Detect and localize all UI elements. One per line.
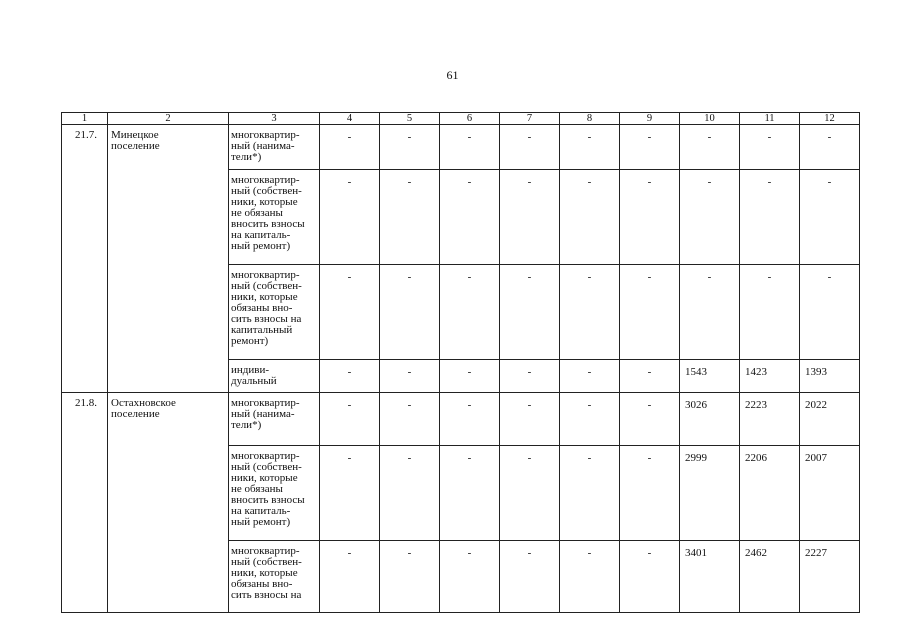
value-cell: - xyxy=(800,265,860,360)
header-cell: 10 xyxy=(680,113,740,125)
settlement-name xyxy=(108,393,229,613)
value-cell: - xyxy=(620,393,680,446)
housing-type xyxy=(229,393,320,446)
text-line: поселение xyxy=(111,408,160,420)
text-line: тели*) xyxy=(231,151,262,163)
text-line: тели*) xyxy=(231,419,262,431)
value-cell: - xyxy=(560,446,620,541)
text-line: индиви- xyxy=(231,364,270,376)
value-cell: - xyxy=(560,393,620,446)
housing-type xyxy=(229,265,320,360)
value-cell: - xyxy=(440,265,500,360)
text-line: многоквартир- xyxy=(231,397,300,409)
value-cell: - xyxy=(500,170,560,265)
value-cell: - xyxy=(380,170,440,265)
text-line: обязаны вно- xyxy=(231,302,293,314)
value-cell: 1423 xyxy=(740,360,800,393)
header-cell: 7 xyxy=(500,113,560,125)
text-line: ный (нанима- xyxy=(231,140,295,152)
value-cell: - xyxy=(380,393,440,446)
value-cell: 1393 xyxy=(800,360,860,393)
text-line: ный (собствен- xyxy=(231,461,302,473)
text-line: дуальный xyxy=(231,375,277,387)
page-number: 61 xyxy=(446,68,459,82)
section-number: 21.7. xyxy=(62,125,108,393)
value-cell: - xyxy=(500,446,560,541)
header-row xyxy=(62,113,860,125)
housing-type xyxy=(229,170,320,265)
value-cell: - xyxy=(620,446,680,541)
value-cell: 2223 xyxy=(740,393,800,446)
header-cell: 6 xyxy=(440,113,500,125)
value-cell: - xyxy=(500,360,560,393)
text-line: ный (собствен- xyxy=(231,556,302,568)
value-cell: - xyxy=(620,360,680,393)
value-cell: - xyxy=(320,446,380,541)
text-line: ники, которые xyxy=(231,196,298,208)
value-cell: - xyxy=(320,265,380,360)
section-number: 21.8. xyxy=(62,393,108,613)
value-cell: - xyxy=(560,360,620,393)
text-line: Минецкое xyxy=(111,129,159,141)
text-line: обязаны вно- xyxy=(231,578,293,590)
text-line: многоквартир- xyxy=(231,450,300,462)
value-cell: - xyxy=(500,125,560,170)
value-cell: 1543 xyxy=(680,360,740,393)
value-cell: - xyxy=(320,125,380,170)
value-cell: - xyxy=(620,265,680,360)
value-cell: - xyxy=(620,170,680,265)
text-line: ный ремонт) xyxy=(231,240,291,252)
value-cell: - xyxy=(680,265,740,360)
value-cell: - xyxy=(620,541,680,613)
value-cell: - xyxy=(320,393,380,446)
housing-type xyxy=(229,541,320,613)
header-cell: 5 xyxy=(380,113,440,125)
settlement-name xyxy=(108,125,229,393)
table-row xyxy=(62,125,860,170)
text-line: ный (нанима- xyxy=(231,408,295,420)
text-line: многоквартир- xyxy=(231,545,300,557)
value-cell: 2462 xyxy=(740,541,800,613)
value-cell: - xyxy=(440,446,500,541)
text-line: многоквартир- xyxy=(231,174,300,186)
value-cell: 2022 xyxy=(800,393,860,446)
text-line: на капиталь- xyxy=(231,229,291,241)
value-cell: - xyxy=(800,125,860,170)
value-cell: - xyxy=(380,446,440,541)
value-cell: 3026 xyxy=(680,393,740,446)
value-cell: - xyxy=(680,125,740,170)
header-cell: 4 xyxy=(320,113,380,125)
value-cell: - xyxy=(500,541,560,613)
housing-type xyxy=(229,360,320,393)
value-cell: - xyxy=(800,170,860,265)
value-cell: - xyxy=(440,393,500,446)
value-cell: 2227 xyxy=(800,541,860,613)
value-cell: - xyxy=(560,265,620,360)
value-cell: - xyxy=(620,125,680,170)
value-cell: - xyxy=(320,360,380,393)
text-line: не обязаны xyxy=(231,207,283,219)
value-cell: - xyxy=(440,125,500,170)
text-line: сить взносы на xyxy=(231,589,302,601)
text-line: ный (собствен- xyxy=(231,185,302,197)
value-cell: - xyxy=(320,170,380,265)
value-cell: - xyxy=(500,393,560,446)
text-line: ники, которые xyxy=(231,472,298,484)
value-cell: - xyxy=(740,125,800,170)
tariff-table xyxy=(61,112,860,613)
header-cell: 9 xyxy=(620,113,680,125)
value-cell: - xyxy=(380,265,440,360)
value-cell: - xyxy=(380,360,440,393)
value-cell: - xyxy=(380,125,440,170)
text-line: многоквартир- xyxy=(231,269,300,281)
value-cell: - xyxy=(740,265,800,360)
text-line: не обязаны xyxy=(231,483,283,495)
text-line: капитальный xyxy=(231,324,293,336)
value-cell: - xyxy=(560,170,620,265)
header-cell: 3 xyxy=(229,113,320,125)
text-line: на капиталь- xyxy=(231,505,291,517)
value-cell: - xyxy=(500,265,560,360)
header-cell: 8 xyxy=(560,113,620,125)
header-cell: 12 xyxy=(800,113,860,125)
header-cell: 1 xyxy=(62,113,108,125)
value-cell: - xyxy=(680,170,740,265)
text-line: поселение xyxy=(111,140,160,152)
value-cell: 2999 xyxy=(680,446,740,541)
text-line: ный (собствен- xyxy=(231,280,302,292)
text-line: вносить взносы xyxy=(231,218,305,230)
text-line: ремонт) xyxy=(231,335,269,347)
text-line: ный ремонт) xyxy=(231,516,291,528)
value-cell: - xyxy=(440,360,500,393)
value-cell: - xyxy=(380,541,440,613)
value-cell: 2007 xyxy=(800,446,860,541)
header-cell: 11 xyxy=(740,113,800,125)
text-line: Остахновское xyxy=(111,397,176,409)
text-line: ники, которые xyxy=(231,291,298,303)
text-line: ники, которые xyxy=(231,567,298,579)
text-line: многоквартир- xyxy=(231,129,300,141)
text-line: вносить взносы xyxy=(231,494,305,506)
text-line: сить взносы на xyxy=(231,313,302,325)
value-cell: - xyxy=(740,170,800,265)
value-cell: - xyxy=(320,541,380,613)
housing-type xyxy=(229,125,320,170)
value-cell: - xyxy=(560,541,620,613)
housing-type xyxy=(229,446,320,541)
value-cell: - xyxy=(560,125,620,170)
value-cell: 2206 xyxy=(740,446,800,541)
value-cell: - xyxy=(440,541,500,613)
value-cell: 3401 xyxy=(680,541,740,613)
header-cell: 2 xyxy=(108,113,229,125)
table-row xyxy=(62,393,860,446)
value-cell: - xyxy=(440,170,500,265)
